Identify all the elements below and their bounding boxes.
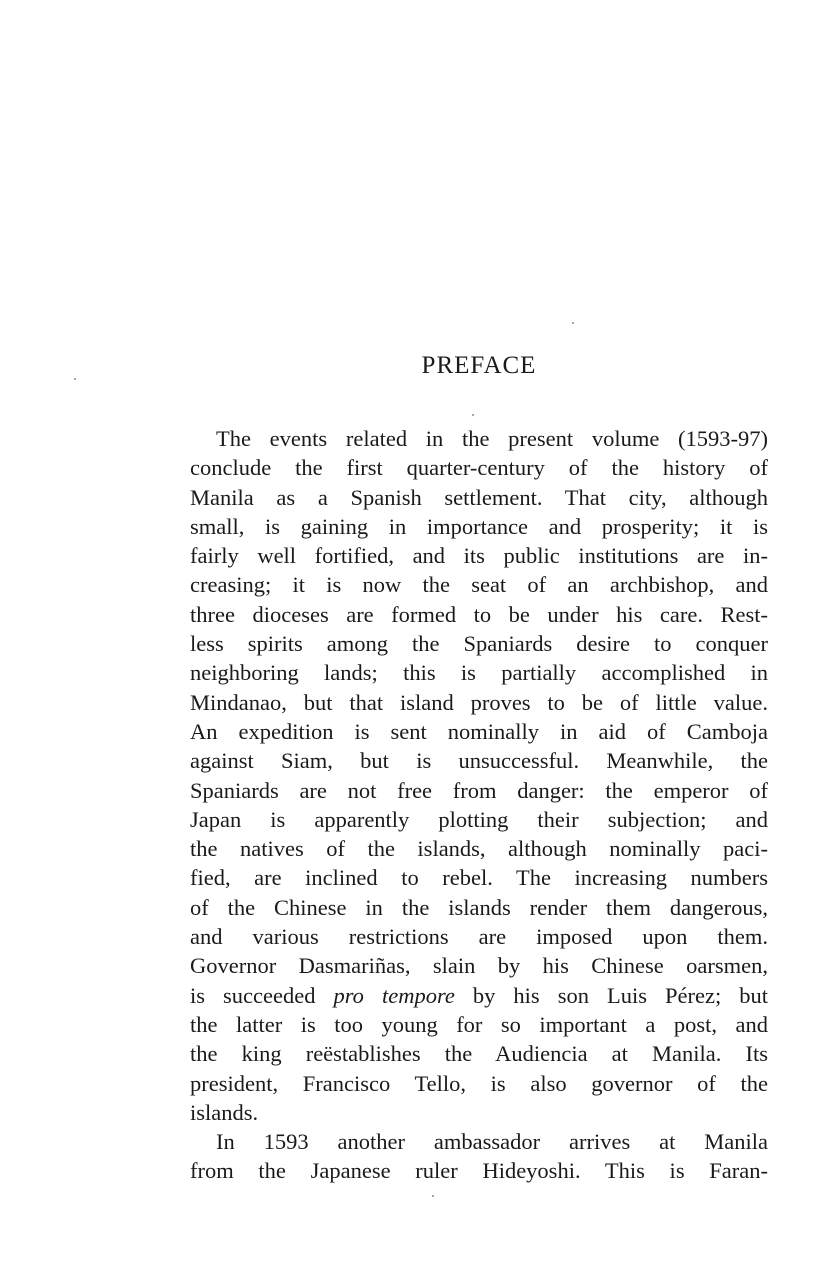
text-line: Manila as a Spanish settlement. That city, although [190, 484, 768, 510]
text-line: neighboring lands; this is partially accomplished in [190, 660, 768, 686]
text-line: less spirits among the Spaniards desire to conquer [190, 631, 768, 657]
text-line: the latter is too young for so important a post, and [190, 1011, 768, 1037]
page-title: PREFACE [421, 352, 537, 379]
text-line: The events related in the present volume (1593-97) [216, 426, 768, 451]
text-line: of the Chinese in the islands render them dangerous, [190, 894, 768, 920]
text-line: An expedition is sent nominally in aid of Camboja [190, 718, 768, 744]
text-line: and various restrictions are imposed upon them. [190, 924, 768, 950]
speck [572, 322, 574, 324]
text-segment: by his son Luis Pérez; but [472, 982, 769, 1008]
speck [432, 1195, 434, 1197]
italic-phrase: pro tempore [333, 982, 455, 1008]
text-line: three dioceses are formed to be under his care. Rest- [190, 601, 768, 627]
text-line-with-italic [190, 981, 768, 1010]
speck [74, 378, 76, 380]
text-line: creasing; it is now the seat of an archbishop, and [190, 572, 768, 598]
text-line: conclude the first quarter-century of the history of [190, 455, 768, 481]
speck [472, 414, 474, 416]
text-line: islands. [190, 1099, 259, 1125]
text-line: fied, are inclined to rebel. The increasing numbers [190, 865, 768, 891]
text-line: against Siam, but is unsuccessful. Meanwhile, the [190, 748, 768, 774]
text-line: Japan is apparently plotting their subjection; and [190, 806, 768, 832]
text-segment: is succeeded [190, 982, 316, 1008]
text-line: In 1593 another ambassador arrives at Manila [216, 1129, 768, 1155]
text-line: Governor Dasmariñas, slain by his Chinese oarsmen, [190, 953, 768, 979]
text-line: Mindanao, but that island proves to be of little value. [190, 689, 768, 715]
text-line: the natives of the islands, although nominally paci- [190, 836, 768, 862]
preface-text [190, 424, 768, 1186]
text-line: president, Francisco Tello, is also governor of the [190, 1070, 768, 1096]
text-line: small, is gaining in importance and prosperity; it is [190, 513, 768, 539]
text-line: Spaniards are not free from danger: the emperor of [190, 777, 768, 803]
text-line: from the Japanese ruler Hideyoshi. This is Faran- [190, 1158, 768, 1184]
text-line: fairly well fortified, and its public institutions are in- [190, 543, 768, 569]
text-line: the king reëstablishes the Audiencia at Manila. Its [190, 1041, 768, 1067]
